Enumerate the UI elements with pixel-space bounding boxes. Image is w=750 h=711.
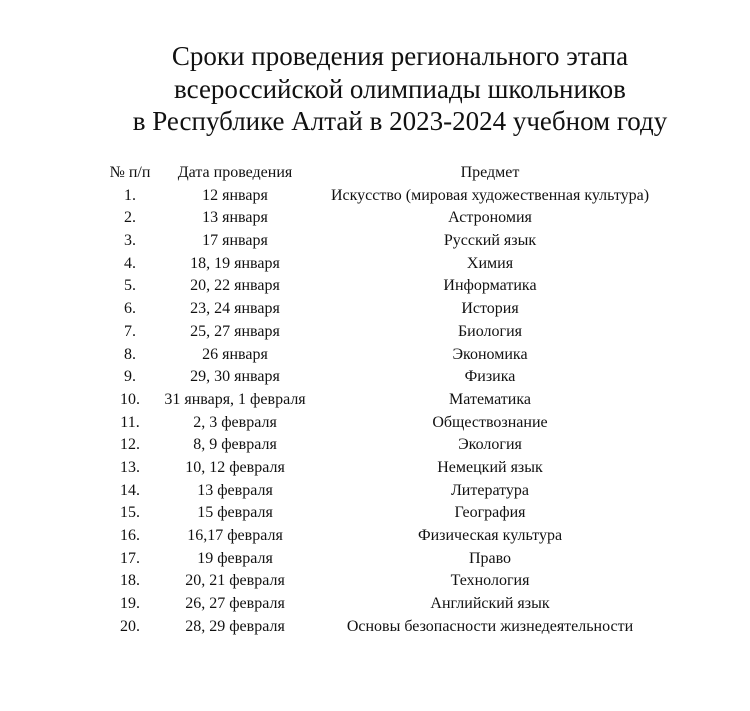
document-title <box>0 40 750 138</box>
subject-cell: Технология <box>450 572 530 590</box>
table-row <box>0 344 750 367</box>
subject-cell: Искусство (мировая художественная культура) <box>330 186 650 204</box>
number-cell: 17. <box>120 549 140 567</box>
table-row <box>0 548 750 571</box>
table-row <box>0 593 750 616</box>
date-cell: 13 января <box>202 209 268 227</box>
number-cell: 4. <box>124 254 136 272</box>
subject-cell: Русский язык <box>443 232 537 250</box>
table-row <box>0 253 750 276</box>
subject-cell: Немецкий язык <box>437 458 543 476</box>
number-cell: 15. <box>120 504 140 522</box>
number-cell: 3. <box>124 232 136 250</box>
subject-cell: Физика <box>464 368 516 386</box>
subject-cell: География <box>454 504 526 522</box>
number-cell: 19. <box>120 595 140 613</box>
date-cell: 31 января, 1 февраля <box>164 390 306 408</box>
date-cell: 15 февраля <box>197 504 273 522</box>
date-cell: 8, 9 февраля <box>193 436 277 454</box>
subject-cell: Экология <box>458 436 522 454</box>
subject-cell: Математика <box>449 390 531 408</box>
date-cell: 20, 22 января <box>190 277 280 295</box>
table-row <box>0 570 750 593</box>
title-line: всероссийской олимпиады школьников <box>174 73 626 104</box>
header-date: Дата проведения <box>177 164 293 181</box>
number-cell: 14. <box>120 481 140 499</box>
date-cell: 19 февраля <box>197 549 273 567</box>
subject-cell: Право <box>468 549 512 567</box>
subject-cell: Экономика <box>452 345 528 363</box>
table-row <box>0 275 750 298</box>
number-cell: 1. <box>124 186 136 204</box>
table-row <box>0 457 750 480</box>
number-cell: 5. <box>124 277 136 295</box>
number-cell: 7. <box>124 322 136 340</box>
schedule-table <box>0 162 750 638</box>
date-cell: 12 января <box>202 186 268 204</box>
number-cell: 12. <box>120 436 140 454</box>
title-line: Сроки проведения регионального этапа <box>171 41 629 71</box>
table-row <box>0 389 750 412</box>
subject-cell: История <box>461 300 519 318</box>
table-row <box>0 321 750 344</box>
subject-cell: Астрономия <box>448 209 532 227</box>
table-row <box>0 207 750 230</box>
number-cell: 18. <box>120 572 140 590</box>
date-cell: 26 января <box>202 345 268 363</box>
number-cell: 8. <box>124 345 136 363</box>
table-row <box>0 616 750 639</box>
subject-cell: Основы безопасности жизнедеятельности <box>346 617 634 635</box>
date-cell: 17 января <box>202 232 268 250</box>
table-header <box>0 162 750 185</box>
table-row <box>0 480 750 503</box>
number-cell: 6. <box>124 300 136 318</box>
subject-cell: Биология <box>457 322 522 340</box>
date-cell: 10, 12 февраля <box>185 458 285 476</box>
number-cell: 20. <box>120 617 140 635</box>
table-row <box>0 298 750 321</box>
subject-cell: Обществознание <box>432 413 548 431</box>
subject-cell: Английский язык <box>430 595 550 613</box>
date-cell: 28, 29 февраля <box>185 617 285 635</box>
number-cell: 9. <box>124 368 136 386</box>
table-row <box>0 185 750 208</box>
subject-cell: Физическая культура <box>417 527 563 544</box>
date-cell: 18, 19 января <box>190 254 280 272</box>
number-cell: 10. <box>120 390 140 408</box>
date-cell: 13 февраля <box>197 481 273 499</box>
table-row <box>0 412 750 435</box>
date-cell: 23, 24 января <box>190 300 280 318</box>
title-line: в Республике Алтай в 2023-2024 учебном году <box>132 106 668 136</box>
subject-cell: Литература <box>450 481 530 499</box>
number-cell: 11. <box>120 413 140 431</box>
date-cell: 16,17 февраля <box>187 527 283 544</box>
table-row <box>0 502 750 525</box>
date-cell: 26, 27 февраля <box>185 595 285 613</box>
table-row <box>0 434 750 457</box>
subject-cell: Информатика <box>443 277 537 295</box>
number-cell: 13. <box>120 458 140 476</box>
number-cell: 2. <box>124 209 136 227</box>
header-number: № п/п <box>109 164 151 181</box>
header-subject: Предмет <box>460 164 520 181</box>
subject-cell: Химия <box>466 254 514 272</box>
date-cell: 25, 27 января <box>190 322 280 340</box>
number-cell: 16. <box>120 527 140 544</box>
date-cell: 29, 30 января <box>190 368 280 386</box>
table-row <box>0 525 750 548</box>
table-row <box>0 230 750 253</box>
date-cell: 2, 3 февраля <box>193 413 277 431</box>
date-cell: 20, 21 февраля <box>185 572 285 590</box>
table-row <box>0 366 750 389</box>
